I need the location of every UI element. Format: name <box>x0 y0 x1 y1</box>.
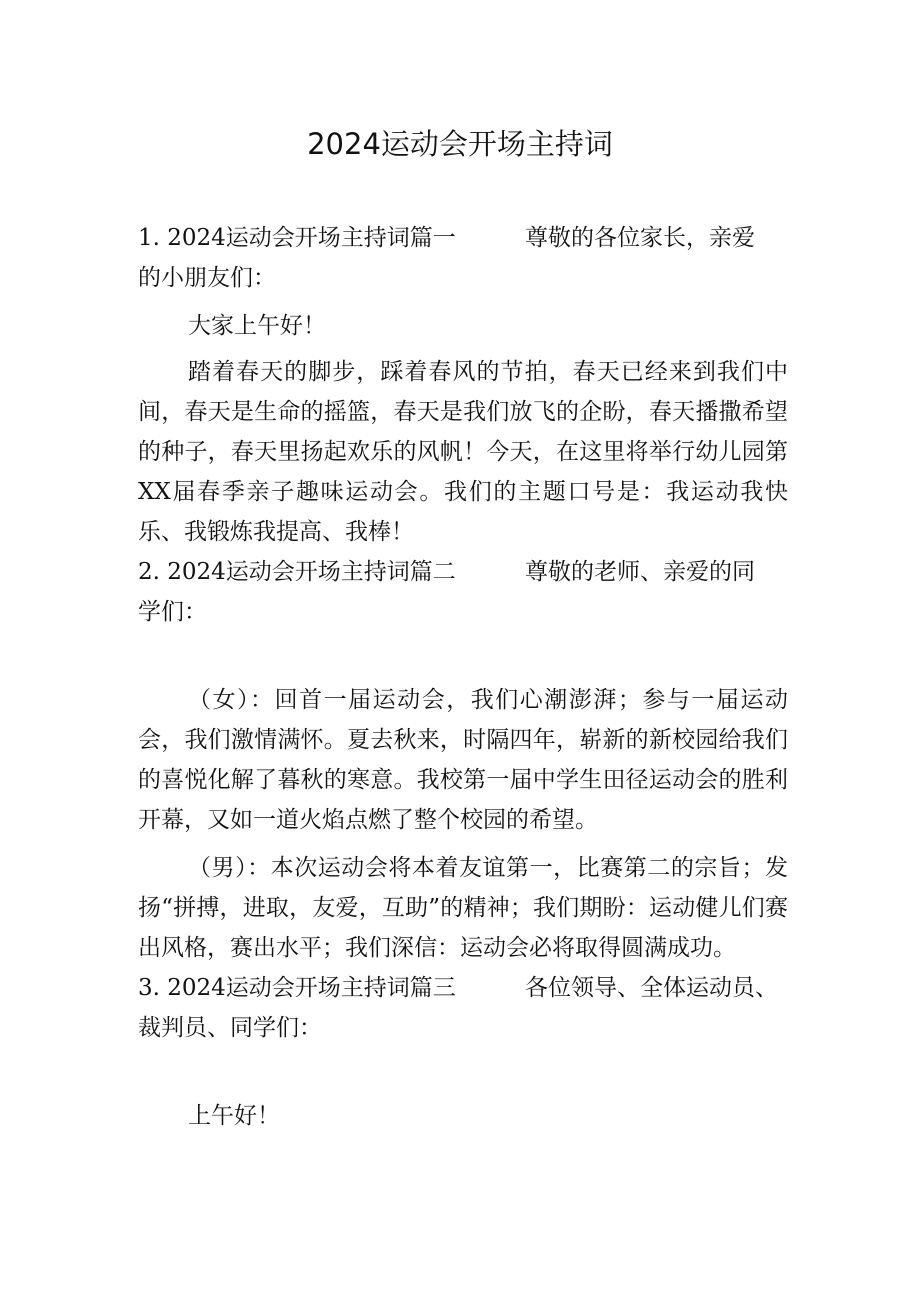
document-body <box>138 218 788 1136</box>
section-1-salutation-end: 的小朋友们： <box>138 265 276 291</box>
section-2-heading-line <box>138 552 788 592</box>
section-1-heading: 1. 2024运动会开场主持词篇一 <box>138 225 456 251</box>
section-2-heading: 2. 2024运动会开场主持词篇二 <box>138 559 456 585</box>
section-1-heading-line <box>138 218 788 258</box>
section-2-male-paragraph: （男）：本次运动会将本着友谊第一，比赛第二的宗旨；发扬“拼搏，进取，友爱，互助”的精神；我们期盼：运动健儿们赛出风格，赛出水平；我们深信：运动会必将取得圆满成功。 <box>138 855 788 961</box>
page-title: 2024运动会开场主持词 <box>307 127 613 161</box>
section-3-heading-line <box>138 968 788 1008</box>
section-3-greeting: 上午好！ <box>188 1103 280 1129</box>
section-1-paragraph: 踏着春天的脚步，踩着春风的节拍，春天已经来到我们中间，春天是生命的摇篮，春天是我们放飞的企盼，春天播撒希望的种子，春天里扬起欢乐的风帆！今天，在这里将举行幼儿园第XX届春季亲子趣味运动会。我们的主题口号是：我运动我快乐、我锻炼我提高、我棒！ <box>138 359 788 545</box>
section-1-salutation-start: 尊敬的各位家长，亲爱 <box>525 225 755 251</box>
section-1-greeting: 大家上午好！ <box>188 313 326 339</box>
section-3-salutation-start: 各位领导、全体运动员、 <box>525 975 778 1001</box>
section-3-salutation-end: 裁判员、同学们： <box>138 1015 322 1041</box>
section-2-salutation-start: 尊敬的老师、亲爱的同 <box>525 559 755 585</box>
section-2-female-paragraph: （女）：回首一届运动会，我们心潮澎湃；参与一届运动会，我们激情满怀。夏去秋来，时隔四年，崭新的新校园给我们的喜悦化解了暮秋的寒意。我校第一届中学生田径运动会的胜利开幕，又如一道火焰点燃了整个校园的希望。 <box>138 687 788 833</box>
section-3-heading: 3. 2024运动会开场主持词篇三 <box>138 975 456 1001</box>
section-2-salutation-end: 学们： <box>138 599 207 625</box>
